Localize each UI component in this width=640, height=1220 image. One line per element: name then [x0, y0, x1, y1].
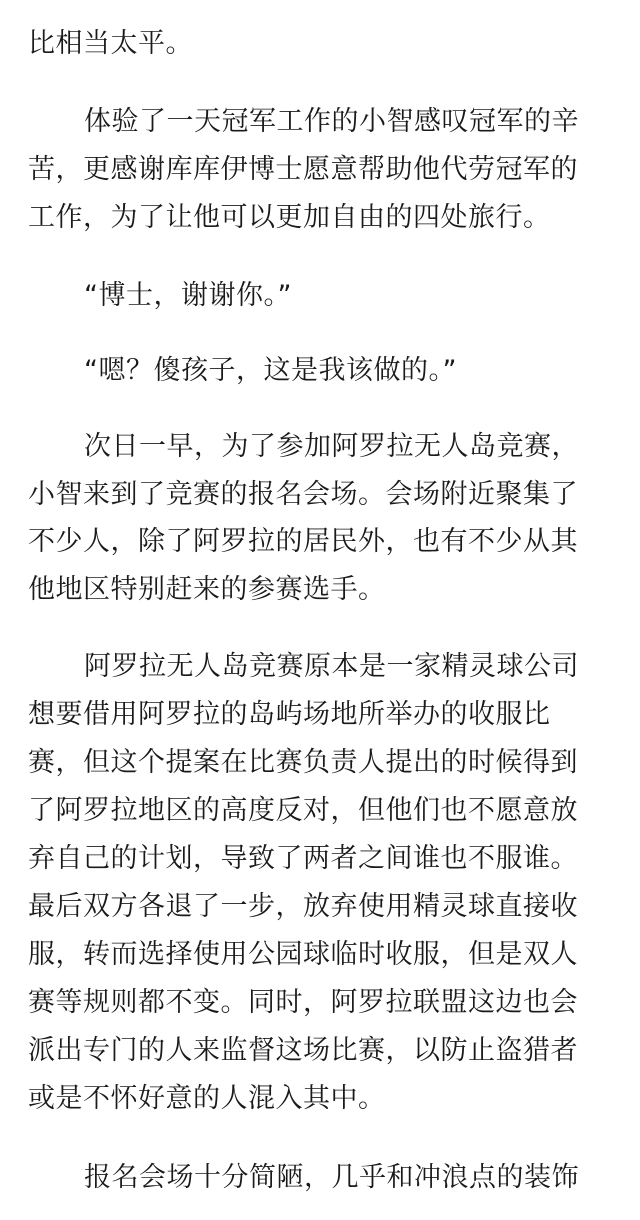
- text-line: 他地区特别赶来的参赛选手。: [28, 574, 386, 605]
- text-line: 弃自己的计划，导致了两者之间谁也不服谁。: [28, 843, 578, 874]
- text-line: 想要借用阿罗拉的岛屿场地所举办的收服比: [28, 699, 551, 730]
- text-line: 或是不怀好意的人混入其中。: [28, 1083, 386, 1114]
- text-line: 不少人，除了阿罗拉的居民外，也有不少从其: [28, 526, 578, 557]
- text-line: 派出专门的人来监督这场比赛，以防止盗猎者: [28, 1035, 578, 1066]
- text-line: 赛，但这个提案在比赛负责人提出的时候得到: [28, 747, 578, 778]
- text-line: 体验了一天冠军工作的小智感叹冠军的辛: [84, 106, 579, 137]
- text-line: 阿罗拉无人岛竞赛原本是一家精灵球公司: [84, 651, 579, 682]
- text-line: 比相当太平。: [28, 28, 193, 59]
- text-line: 赛等规则都不变。同时，阿罗拉联盟这边也会: [28, 987, 578, 1018]
- text-line: 小智来到了竞赛的报名会场。会场附近聚集了: [28, 479, 578, 510]
- text-line: 服，转而选择使用公园球临时收服，但是双人: [28, 939, 578, 970]
- text-line: 报名会场十分简陋，几乎和冲浪点的装饰: [84, 1162, 579, 1193]
- text-line: 苦，更感谢库库伊博士愿意帮助他代劳冠军的: [28, 154, 578, 185]
- text-line: 次日一早，为了参加阿罗拉无人岛竞赛，: [84, 431, 579, 462]
- text-line: 工作，为了让他可以更加自由的四处旅行。: [28, 202, 551, 233]
- text-line: 了阿罗拉地区的高度反对，但他们也不愿意放: [28, 795, 578, 826]
- text-line: 最后双方各退了一步，放弃使用精灵球直接收: [28, 891, 578, 922]
- dialogue-line: “博士，谢谢你。”: [84, 280, 292, 311]
- dialogue-line: “嗯？傻孩子，这是我该做的。”: [84, 355, 457, 386]
